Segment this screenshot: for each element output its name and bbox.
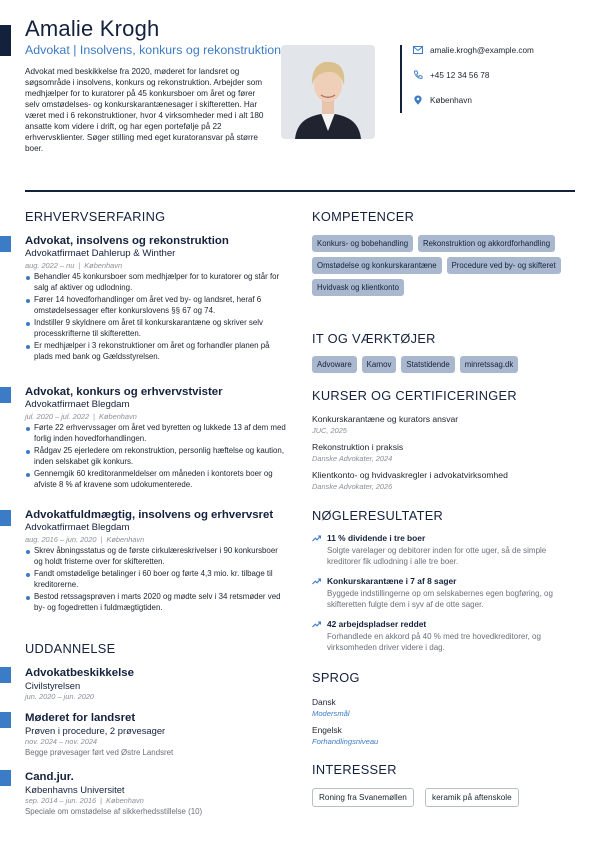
result-description: Byggede indstillingerne op om selskabernes egen bogføring, og skifteretten fulgte dem i syv af de otte sager.: [327, 589, 553, 609]
job-accent-bar: [0, 510, 11, 526]
result-head: [312, 533, 580, 543]
trend-up-icon: [312, 535, 321, 542]
result-title: Konkurskarantæne i 7 af 8 sager: [327, 576, 457, 586]
header-accent-bar: [0, 25, 11, 56]
job-bullets: [25, 423, 287, 490]
education-degree: Advokatbeskikkelse: [25, 667, 134, 679]
education-meta: [25, 796, 287, 805]
skill-chip: Omstødelse og konkurskarantæne: [312, 257, 442, 274]
job-bullets: [25, 546, 287, 613]
education-dates: sep. 2014 – jun. 2016: [25, 796, 97, 805]
tool-chip: minretssag.dk: [460, 356, 519, 373]
email-icon: [413, 45, 423, 55]
trend-up-icon: [312, 578, 321, 585]
contact-location: [413, 95, 472, 105]
contact-location-text: København: [430, 95, 472, 105]
contact-phone-text: +45 12 34 56 78: [430, 70, 490, 80]
job-bullet: Fører 14 hovedforhandlinger om året ved by- og landsret, heraf 6 omstødelsessager efter konkurslovens §§ 67 og 74.: [25, 295, 287, 316]
education-entry: [25, 771, 287, 816]
course-entry: [312, 414, 574, 435]
job-accent-bar: [0, 236, 11, 252]
meta-separator: |: [100, 796, 103, 805]
job-entry: [25, 235, 287, 364]
education-institution: Civilstyrelsen: [25, 680, 81, 691]
candidate-name: Amalie Krogh: [25, 16, 160, 41]
education-entry: [25, 712, 287, 757]
education-institution: Københavns Universitet: [25, 784, 125, 795]
tools-list: [312, 356, 574, 373]
job-bullet: Behandler 45 konkursboer som medhjælper for to kuratorer og står for salg af aktiver og udlodning.: [25, 272, 287, 293]
tool-chip: Statstidende: [401, 356, 454, 373]
education-accent-bar: [0, 770, 11, 786]
interest-tag: keramik på aftenskole: [425, 788, 519, 807]
job-title: Advokat, konkurs og erhvervstvister: [25, 386, 223, 398]
education-institution: Prøven i procedure, 2 prøvesager: [25, 725, 166, 736]
education-accent-bar: [0, 667, 11, 683]
skills-list: [312, 235, 574, 296]
course-meta: JUC, 2025: [312, 426, 347, 435]
result-head: [312, 576, 580, 586]
experience-heading: ERHVERVSERFARING: [25, 209, 166, 224]
job-title: Advokatfuldmægtig, insolvens og erhvervsret: [25, 509, 274, 521]
contact-divider: [400, 45, 402, 113]
phone-icon: [413, 70, 423, 80]
contact-phone[interactable]: [413, 70, 489, 80]
job-title: Advokat, insolvens og rekonstruktion: [25, 235, 229, 247]
course-meta: Danske Advokater, 2024: [312, 454, 393, 463]
job-bullet: Gennemgik 60 kreditoranmeldelser om måneden i kontorets boer og afviste 8 % af kravene som udokumenterede.: [25, 469, 287, 490]
result-entry: [312, 533, 580, 567]
job-bullet: Bestod retssagsprøven i marts 2020 og mødte selv i 34 retsmøder ved by- og fogedretten i fuldmægtigtiden.: [25, 592, 287, 613]
course-name: Klientkonto- og hvidvaskregler i advokatvirksomhed: [312, 470, 508, 480]
language-level: Forhandlingsniveau: [312, 737, 379, 746]
result-entry: [312, 576, 580, 610]
language-name: Engelsk: [312, 725, 342, 735]
result-title: 42 arbejdspladser reddet: [327, 619, 427, 629]
job-company: Advokatfirmaet Blegdam: [25, 399, 130, 410]
education-dates: jun. 2020 – jun. 2020: [25, 692, 95, 701]
profile-summary: Advokat med beskikkelse fra 2020, møderet for landsret og søgsområde i insolvens, konkurs og rekonstruktion. Arbejder som medhjælper for to kuratorer på 45 konkursboer om året og fører selv omstødelses- og konkurskarantænesager i skifteretten. Har været med i 6 rekonstruktioner, hvor 4 virksomheder med i alt 180 ansatte kom videre i drift, og har egen portefølje på 22 erhvervsklienter. Søger stilling med eget kuratoransvar på større boer.: [25, 67, 264, 153]
job-location: København: [106, 535, 145, 544]
course-meta: Danske Advokater, 2026: [312, 482, 393, 491]
results-heading: NØGLERESULTATER: [312, 508, 444, 523]
tool-chip: Karnov: [362, 356, 397, 373]
job-bullet: Rådgav 25 ejerledere om rekonstruktion, personlig hæftelse og kaution, inden selskabet gik konkurs.: [25, 446, 287, 467]
meta-separator: |: [78, 261, 81, 270]
language-name: Dansk: [312, 697, 336, 707]
meta-separator: |: [100, 535, 103, 544]
education-degree: Cand.jur.: [25, 771, 74, 783]
education-location: København: [106, 796, 144, 805]
job-entry: [25, 509, 287, 615]
language-entry: [312, 697, 350, 718]
job-company: Advokatfirmaet Blegdam: [25, 522, 130, 533]
education-note: Speciale om omstødelse af sikkerhedsstillelse (10): [25, 807, 203, 816]
skill-chip: Konkurs- og bobehandling: [312, 235, 413, 252]
education-dates: nov. 2024 – nov. 2024: [25, 737, 98, 746]
candidate-headline: Advokat | Insolvens, konkurs og rekonstruktion: [25, 43, 281, 57]
job-dates: aug. 2022 – nu: [25, 261, 75, 270]
language-level: Modersmål: [312, 709, 350, 718]
education-heading: UDDANNELSE: [25, 641, 116, 656]
result-entry: [312, 619, 580, 653]
tools-heading: IT OG VÆRKTØJER: [312, 331, 436, 346]
education-note: Begge prøvesager ført ved Østre Landsret: [25, 748, 174, 757]
course-entry: [312, 442, 574, 463]
result-head: [312, 619, 580, 629]
header-divider: [25, 190, 575, 192]
job-dates: aug. 2016 – jun. 2020: [25, 535, 97, 544]
languages-heading: SPROG: [312, 670, 360, 685]
trend-up-icon: [312, 621, 321, 628]
job-bullets: [25, 272, 287, 362]
job-bullet: Indstiller 9 skyldnere om året til konkurskarantæne og skriver selv processkrifterne til skifteretten.: [25, 318, 287, 339]
course-name: Rekonstruktion i praksis: [312, 442, 404, 452]
language-entry: [312, 725, 378, 746]
job-bullet: Førte 22 erhvervssager om året ved byretten og lukkede 13 af dem med forlig inden hovedforhandlingen.: [25, 423, 287, 444]
location-pin-icon: [413, 95, 423, 105]
education-entry: [25, 667, 287, 701]
job-company: Advokatfirmaet Dahlerup & Winther: [25, 248, 176, 259]
job-location: København: [84, 261, 123, 270]
meta-separator: |: [93, 412, 96, 421]
courses-heading: KURSER OG CERTIFICERINGER: [312, 388, 517, 403]
result-description: Forhandlede en akkord på 40 % med tre hovedkreditorer, og virksomheden driver videre i dag.: [327, 632, 541, 652]
course-name: Konkurskarantæne og kurators ansvar: [312, 414, 459, 424]
profile-photo: [281, 45, 375, 139]
contact-email-text: amalie.krogh@example.com: [430, 45, 534, 55]
contact-email[interactable]: [413, 45, 534, 55]
education-degree: Møderet for landsret: [25, 712, 136, 724]
job-location: København: [99, 412, 137, 421]
job-bullet: Skrev åbningsstatus og de første cirkulæreskrivelser i 90 konkursboer og holdt fristerne over for skifteretten.: [25, 546, 287, 567]
job-bullet: Er medhjælper i 3 rekonstruktioner om året og forhandler planen på plads med bank og Gældsstyrelsen.: [25, 341, 287, 362]
job-dates: jul. 2020 – jul. 2022: [25, 412, 90, 421]
skill-chip: Procedure ved by- og skifteret: [447, 257, 561, 274]
job-meta: [25, 535, 287, 544]
job-meta: [25, 412, 287, 421]
skills-heading: KOMPETENCER: [312, 209, 415, 224]
job-bullet: Fandt omstødelige betalinger i 60 boer og førte 4,3 mio. kr. tilbage til kreditorerne.: [25, 569, 287, 590]
job-entry: [25, 386, 287, 492]
interest-tag: Roning fra Svanemøllen: [312, 788, 414, 807]
skill-chip: Rekonstruktion og akkordforhandling: [418, 235, 555, 252]
tool-chip: Advoware: [312, 356, 357, 373]
job-meta: [25, 261, 287, 270]
profile-photo-image: [281, 45, 375, 139]
result-title: 11 % dividende i tre boer: [327, 533, 426, 543]
education-accent-bar: [0, 712, 11, 728]
skill-chip: Hvidvask og klientkonto: [312, 279, 404, 296]
interests-heading: INTERESSER: [312, 762, 397, 777]
course-entry: [312, 470, 574, 491]
result-description: Solgte varelager og debitorer inden for otte uger, så de simple kreditorer fik udlodning i alle tre boer.: [327, 546, 547, 566]
job-accent-bar: [0, 387, 11, 403]
